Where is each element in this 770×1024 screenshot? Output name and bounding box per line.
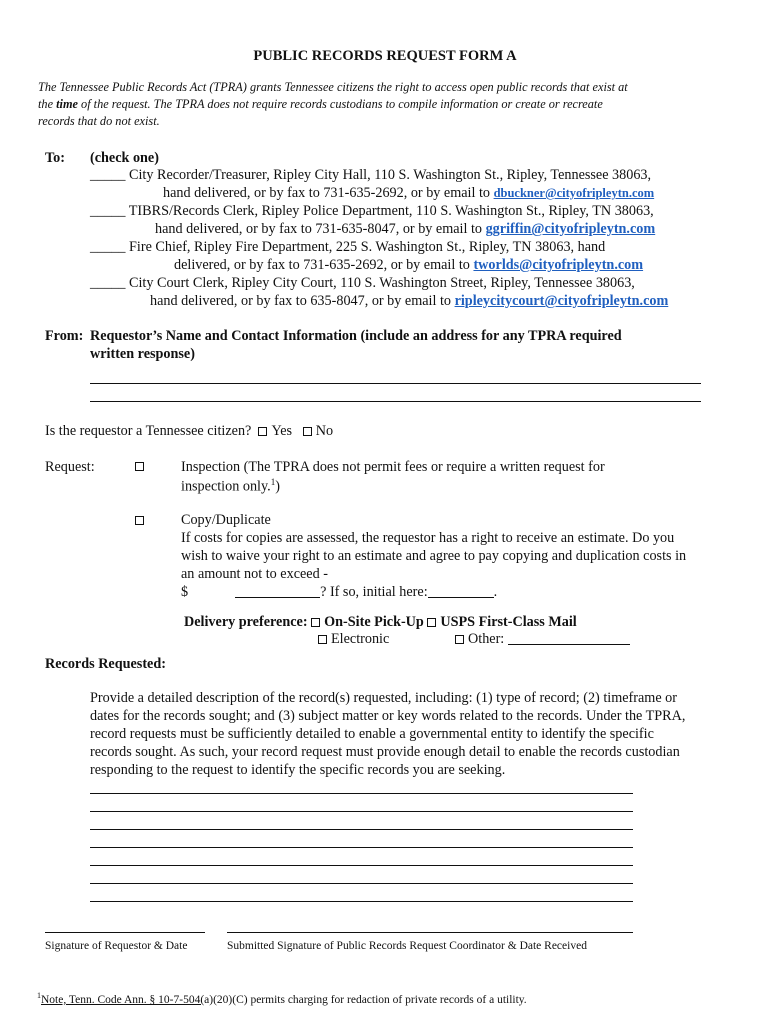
footnote-citation: Note, Tenn. Code Ann. § 10-7-504( bbox=[41, 993, 205, 1006]
recipient-court-clerk[interactable] bbox=[90, 275, 635, 292]
inspection-line-2 bbox=[181, 477, 280, 496]
records-instructions-2: dates for the records sought; and (3) subject matter or key words related to the records. Under the TPRA, bbox=[90, 708, 686, 724]
recipient-contact-text: hand delivered, or by fax to 731-635-2692, or by email to bbox=[163, 185, 494, 201]
recipient-text: TIBRS/Records Clerk, Ripley Police Department, 110 S. Washington St., Ripley, TN 38063, bbox=[128, 203, 654, 219]
period: . bbox=[493, 584, 498, 600]
records-description-line[interactable] bbox=[90, 847, 633, 848]
records-instructions-4: records sought. As such, your record request must provide enough detail to enable the records custodian bbox=[90, 744, 680, 760]
inspection-text: ) bbox=[275, 478, 280, 495]
intro-line-2 bbox=[38, 97, 603, 112]
recipient-contact-text: hand delivered, or by fax to 635-8047, or by email to bbox=[150, 293, 455, 309]
onsite-label: On-Site Pick-Up bbox=[324, 614, 424, 630]
recipient-city-recorder[interactable] bbox=[90, 167, 651, 184]
other-checkbox[interactable] bbox=[455, 635, 464, 644]
records-description-line[interactable] bbox=[90, 883, 633, 884]
inspection-text: inspection only. bbox=[181, 478, 271, 495]
yes-label: Yes bbox=[271, 423, 293, 439]
email-link[interactable]: tworlds@cityofripleytn.com bbox=[473, 257, 644, 273]
recipient-blank: _____ bbox=[90, 203, 126, 219]
footnote-text: a)(20)(C) permits charging for redaction of private records of a utility. bbox=[204, 993, 527, 1006]
email-link[interactable]: dbuckner@cityofripleytn.com bbox=[493, 186, 655, 200]
footnote bbox=[37, 991, 527, 1006]
recipient-text: City Recorder/Treasurer, Ripley City Hall, 110 S. Washington St., Ripley, Tennessee 38063, bbox=[129, 167, 652, 183]
footnote-marker: 1 bbox=[37, 991, 41, 1000]
requestor-signature-line[interactable] bbox=[45, 932, 205, 933]
usps-label: USPS First-Class Mail bbox=[440, 614, 577, 630]
dollar-sign: $ bbox=[181, 584, 189, 600]
recipient-records-clerk-contact bbox=[155, 221, 655, 238]
requestor-signature-label: Signature of Requestor & Date bbox=[45, 940, 188, 952]
recipient-city-recorder-contact bbox=[163, 185, 654, 202]
electronic-checkbox[interactable] bbox=[318, 635, 327, 644]
email-link[interactable]: ggriffin@cityofripleytn.com bbox=[485, 221, 656, 237]
records-instructions-3: record requests must be sufficiently detailed to enable a governmental entity to identify the specific bbox=[90, 726, 654, 742]
inspection-checkbox[interactable] bbox=[135, 462, 144, 471]
onsite-checkbox[interactable] bbox=[311, 618, 320, 627]
electronic-label: Electronic bbox=[331, 631, 390, 647]
delivery-other bbox=[455, 631, 630, 648]
initial-prompt: ? If so, initial here: bbox=[320, 584, 428, 600]
recipient-fire-chief-contact bbox=[174, 257, 643, 274]
requestor-info-line[interactable] bbox=[90, 383, 701, 384]
delivery-row-1 bbox=[184, 614, 577, 631]
from-label: From: bbox=[45, 328, 84, 344]
recipient-blank: _____ bbox=[90, 239, 126, 255]
copy-line-1: If costs for copies are assessed, the requestor has a right to receive an estimate. Do you bbox=[181, 530, 675, 546]
usps-checkbox[interactable] bbox=[427, 618, 436, 627]
delivery-row-2 bbox=[318, 631, 389, 648]
recipient-contact-text: delivered, or by fax to 731-635-2692, or by email to bbox=[174, 257, 474, 273]
recipient-fire-chief[interactable] bbox=[90, 239, 605, 256]
coordinator-signature-label: Submitted Signature of Public Records Request Coordinator & Date Received bbox=[227, 940, 587, 952]
other-label: Other: bbox=[468, 631, 505, 647]
records-instructions-1: Provide a detailed description of the record(s) requested, including: (1) type of record; (2) timeframe or bbox=[90, 690, 677, 706]
delivery-label: Delivery preference: bbox=[184, 614, 308, 630]
form-title: PUBLIC RECORDS REQUEST FORM A bbox=[253, 48, 517, 64]
check-one-label: (check one) bbox=[90, 150, 159, 166]
footnote-ref: 1 bbox=[270, 477, 276, 487]
intro-line-3: records that do not exist. bbox=[38, 114, 160, 128]
citizen-question: Is the requestor a Tennessee citizen? bbox=[45, 423, 252, 439]
inspection-line-1: Inspection (The TPRA does not permit fees or require a written request for bbox=[181, 459, 605, 475]
copy-line-3: an amount not to exceed - bbox=[181, 566, 328, 582]
requestor-info-line[interactable] bbox=[90, 401, 701, 402]
intro-text: the bbox=[38, 97, 57, 111]
initial-field[interactable] bbox=[428, 585, 494, 598]
copy-title: Copy/Duplicate bbox=[181, 512, 271, 528]
copy-line-2: wish to waive your right to an estimate and agree to pay copying and duplication costs in bbox=[181, 548, 687, 564]
from-instruction-2: written response) bbox=[90, 346, 195, 362]
citizen-question-row bbox=[45, 423, 333, 440]
copy-checkbox[interactable] bbox=[135, 516, 144, 525]
coordinator-signature-line[interactable] bbox=[227, 932, 633, 933]
recipient-blank: _____ bbox=[90, 167, 126, 183]
records-description-line[interactable] bbox=[90, 829, 633, 830]
records-description-line[interactable] bbox=[90, 811, 633, 812]
recipient-blank: _____ bbox=[90, 275, 126, 291]
recipient-court-clerk-contact bbox=[150, 293, 668, 310]
records-description-line[interactable] bbox=[90, 901, 633, 902]
no-checkbox[interactable] bbox=[303, 427, 312, 436]
recipient-text: Fire Chief, Ripley Fire Department, 225 S. Washington St., Ripley, TN 38063, hand bbox=[129, 239, 606, 255]
no-label: No bbox=[315, 423, 334, 439]
recipient-text: City Court Clerk, Ripley City Court, 110 S. Washington Street, Ripley, Tennessee 38063, bbox=[129, 275, 635, 291]
estimate-row bbox=[181, 584, 497, 601]
yes-checkbox[interactable] bbox=[258, 427, 267, 436]
from-instruction-1: Requestor’s Name and Contact Information (include an address for any TPRA required bbox=[90, 328, 622, 344]
records-description-line[interactable] bbox=[90, 793, 633, 794]
intro-line-1: The Tennessee Public Records Act (TPRA) grants Tennessee citizens the right to access open public records that exist at bbox=[38, 80, 628, 94]
request-label: Request: bbox=[45, 459, 95, 475]
intro-text: of the request. The TPRA does not require records custodians to compile information or create or recreate bbox=[77, 97, 603, 111]
email-link[interactable]: ripleycitycourt@cityofripleytn.com bbox=[454, 293, 669, 309]
records-instructions-5: responding to the request to identify the specific records you are seeking. bbox=[90, 762, 506, 778]
to-label: To: bbox=[45, 150, 65, 166]
other-field[interactable] bbox=[508, 632, 630, 645]
recipient-records-clerk[interactable] bbox=[90, 203, 654, 220]
intro-emphasis: time bbox=[56, 97, 78, 111]
records-description-line[interactable] bbox=[90, 865, 633, 866]
amount-field[interactable] bbox=[235, 585, 320, 598]
records-requested-label: Records Requested: bbox=[45, 656, 166, 672]
recipient-contact-text: hand delivered, or by fax to 731-635-8047, or by email to bbox=[155, 221, 486, 237]
